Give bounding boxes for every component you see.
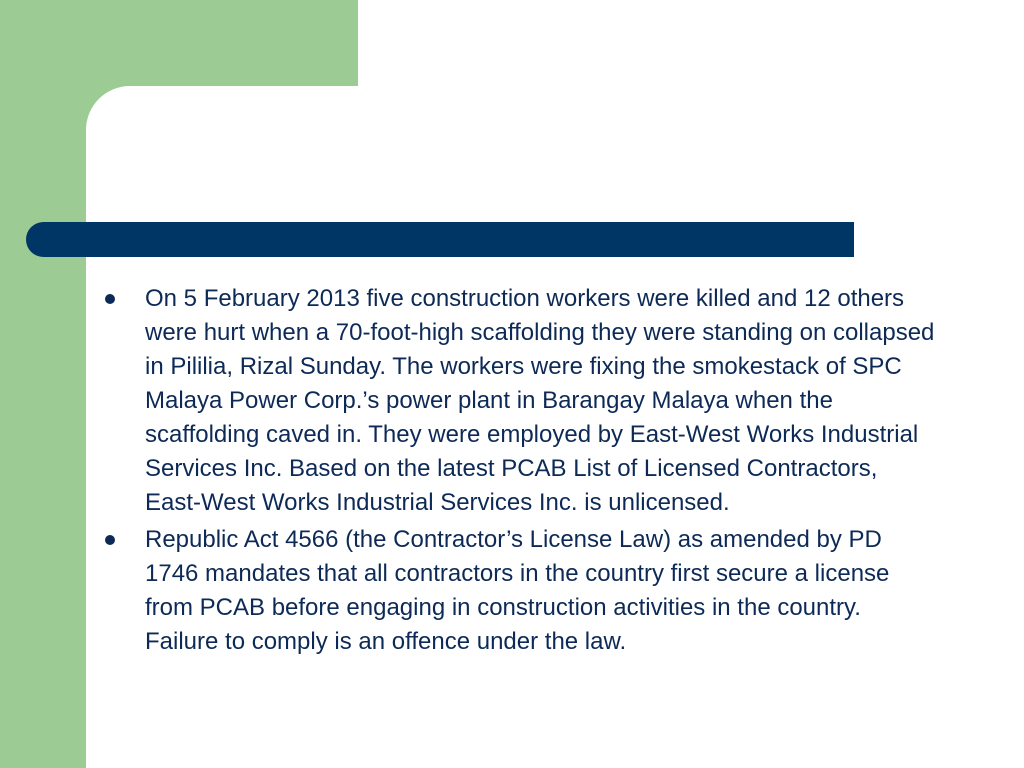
title-bar	[26, 222, 854, 257]
bullet-item	[100, 282, 940, 520]
bullet-text: On 5 February 2013 five construction workers were killed and 12 others were hurt when a 70-foot-high scaffolding they were standing on collapsed in Pililia, Rizal Sunday. The workers were fixing the smokestack of SPC Malaya Power Corp.’s power plant in Barangay Malaya when the scaffolding caved in. They were employed by East-West Works Industrial Services Inc. Based on the latest PCAB List of Licensed Contractors, East-West Works Industrial Services Inc. is unlicensed.	[145, 285, 935, 516]
bullet-text: Republic Act 4566 (the Contractor’s License Law) as amended by PD 1746 mandates that all contractors in the country first secure a license from PCAB before engaging in construction activities in the country. Failure to comply is an offence under the law.	[145, 526, 890, 655]
bullet-dot-icon	[105, 294, 115, 304]
bullet-item	[100, 523, 940, 659]
bullet-list	[100, 282, 940, 662]
bullet-dot-icon	[105, 535, 115, 545]
